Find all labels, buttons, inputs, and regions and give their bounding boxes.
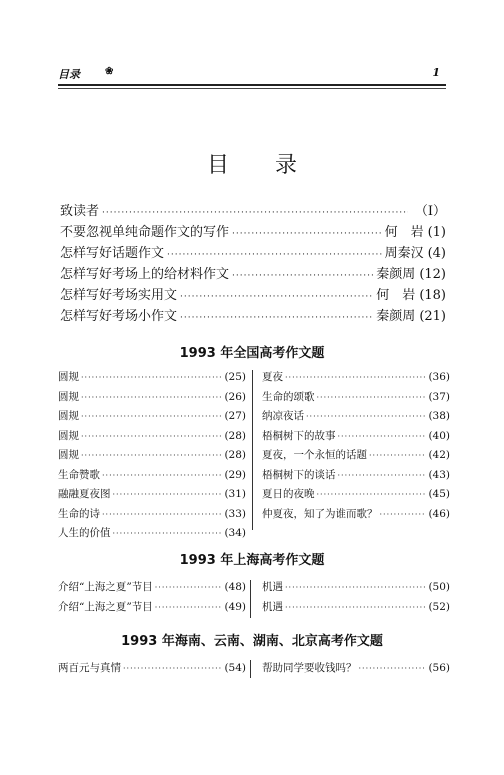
section-national-right-column — [262, 369, 450, 525]
header-rule-thick — [58, 84, 446, 86]
section-shanghai-left-column — [58, 579, 246, 618]
toc-entry-title: 圆规 — [58, 410, 79, 422]
dot-leader — [232, 271, 373, 281]
toc-entry-author: 何 岩 — [384, 225, 424, 240]
dot-leader — [285, 583, 426, 592]
toc-entry-page: (28) — [224, 449, 246, 461]
page-number: 1 — [432, 66, 440, 79]
toc-entry-page: (18) — [419, 288, 446, 303]
toc-entry-author: 何 岩 — [376, 288, 416, 303]
dot-leader — [81, 373, 222, 382]
dot-leader — [232, 229, 382, 239]
toc-entry — [58, 525, 246, 545]
dot-leader — [102, 208, 408, 218]
toc-entry — [262, 660, 450, 680]
column-divider — [250, 660, 251, 678]
column-divider — [252, 370, 253, 530]
dot-leader — [380, 510, 427, 519]
toc-entry-page: (42) — [428, 449, 450, 461]
toc-entry — [262, 408, 450, 428]
header-rule-thin — [58, 88, 446, 89]
dot-leader — [155, 603, 223, 612]
toc-entry-page: (12) — [419, 267, 446, 282]
toc-entry — [58, 408, 246, 428]
toc-entry — [262, 599, 450, 619]
toc-entry-page: (40) — [428, 429, 450, 442]
dot-leader — [102, 510, 222, 519]
section-heading-shanghai: 1993 年上海高考作文题 — [179, 553, 325, 568]
front-matter-list — [60, 200, 446, 326]
column-divider — [250, 580, 251, 618]
toc-entry-page: (38) — [428, 410, 450, 422]
dot-leader — [359, 664, 427, 673]
dot-leader — [155, 583, 223, 592]
toc-entry — [60, 263, 446, 284]
toc-entry-title: 两百元与真情 — [58, 662, 121, 674]
dot-leader — [369, 451, 426, 460]
toc-entry-title: 帮助同学要收钱吗？ — [262, 662, 357, 674]
toc-entry-title: 生命的颂歌 — [262, 390, 315, 403]
toc-entry-page: (49) — [224, 600, 246, 613]
toc-entry-title: 夏夜 — [262, 371, 283, 383]
toc-entry-title: 纳凉夜话 — [262, 410, 304, 422]
toc-entry-title: 机遇 — [262, 581, 283, 593]
toc-entry-page: (56) — [428, 662, 450, 674]
dot-leader — [81, 412, 222, 421]
toc-entry-page: (28) — [224, 429, 246, 442]
toc-entry-page: (54) — [224, 662, 246, 674]
toc-entry — [262, 447, 450, 467]
toc-entry-title: 机遇 — [262, 600, 283, 613]
toc-entry-page: (43) — [428, 468, 450, 481]
toc-entry-author: 秦颜周 — [376, 267, 416, 282]
dot-leader — [102, 471, 222, 480]
toc-entry — [262, 428, 450, 448]
section-shanghai-right-column — [262, 579, 450, 618]
flower-ornament-icon: ❀ — [105, 66, 114, 77]
toc-entry-title: 圆规 — [58, 371, 79, 383]
toc-entry-title: 夏日的夜晚 — [262, 488, 315, 500]
toc-entry-page: (26) — [224, 390, 246, 403]
toc-entry-page: (37) — [428, 390, 450, 403]
dot-leader — [285, 603, 426, 612]
dot-leader — [113, 529, 223, 538]
toc-entry-title: 夏夜，一个永恒的话题 — [262, 449, 367, 461]
toc-entry-page: (36) — [428, 371, 450, 383]
dot-leader — [180, 313, 373, 323]
toc-entry — [60, 305, 446, 326]
section-multi-province-right-column — [262, 660, 450, 680]
dot-leader — [317, 490, 427, 499]
toc-entry — [58, 599, 246, 619]
toc-entry — [58, 486, 246, 506]
dot-leader — [180, 292, 373, 302]
toc-entry-title: 融融夏夜图 — [58, 488, 111, 500]
toc-entry-page: (31) — [224, 488, 246, 500]
dot-leader — [317, 393, 427, 402]
section-national-left-column — [58, 369, 246, 545]
toc-entry-title: 生命赞歌 — [58, 468, 100, 481]
dot-leader — [285, 373, 426, 382]
toc-entry-title: 仲夏夜，知了为谁而歌？ — [262, 507, 378, 520]
toc-entry-page: (33) — [224, 507, 246, 520]
toc-entry — [60, 221, 446, 242]
toc-entry-page: (50) — [428, 581, 450, 593]
dot-leader — [167, 250, 382, 260]
toc-entry-title: 生命的诗 — [58, 507, 100, 520]
toc-entry-page: (27) — [224, 410, 246, 422]
dot-leader — [81, 451, 222, 460]
toc-entry-page: (34) — [224, 527, 246, 539]
toc-entry-title: 圆规 — [58, 429, 79, 442]
toc-entry-page: （Ⅰ） — [414, 204, 446, 219]
toc-entry — [60, 200, 446, 221]
toc-entry-page: (21) — [419, 309, 446, 324]
toc-entry-title: 介绍“上海之夏”节目 — [58, 581, 153, 593]
toc-entry — [58, 579, 246, 599]
toc-entry — [262, 389, 450, 409]
toc-entry-title: 怎样写好考场小作文 — [60, 309, 178, 324]
toc-entry-title: 致读者 — [60, 204, 100, 219]
toc-entry — [58, 428, 246, 448]
running-head — [58, 66, 446, 80]
toc-entry-page: (4) — [427, 246, 446, 261]
toc-entry-page: (52) — [428, 600, 450, 613]
dot-leader — [123, 664, 222, 673]
toc-entry — [58, 467, 246, 487]
toc-entry-title: 怎样写好话题作文 — [60, 246, 165, 261]
toc-entry-page: (45) — [428, 488, 450, 500]
section-multi-province-left-column — [58, 660, 246, 680]
toc-entry — [262, 486, 450, 506]
toc-entry — [58, 447, 246, 467]
dot-leader — [338, 471, 427, 480]
toc-entry-page: (46) — [428, 507, 450, 520]
toc-entry-title: 梧桐树下的故事 — [262, 429, 336, 442]
toc-entry — [262, 467, 450, 487]
section-heading-national: 1993 年全国高考作文题 — [179, 346, 325, 361]
toc-entry-author: 周秦汉 — [384, 246, 424, 261]
page-title: 目录 — [206, 153, 343, 178]
toc-entry — [58, 506, 246, 526]
dot-leader — [113, 490, 223, 499]
toc-entry — [262, 506, 450, 526]
toc-entry — [262, 579, 450, 599]
toc-entry-title: 介绍“上海之夏”节目 — [58, 600, 153, 613]
dot-leader — [306, 412, 426, 421]
dot-leader — [81, 393, 222, 402]
toc-entry-title: 圆规 — [58, 390, 79, 403]
section-heading-multi-province: 1993 年海南、云南、湖南、北京高考作文题 — [121, 634, 383, 649]
toc-entry — [58, 389, 246, 409]
toc-entry — [60, 242, 446, 263]
toc-entry — [60, 284, 446, 305]
toc-entry-author: 秦颜周 — [376, 309, 416, 324]
toc-entry-title: 圆规 — [58, 449, 79, 461]
toc-entry-title: 怎样写好考场实用文 — [60, 288, 178, 303]
toc-entry — [262, 369, 450, 389]
dot-leader — [81, 432, 222, 441]
toc-entry — [58, 660, 246, 680]
toc-entry-page: (48) — [224, 581, 246, 593]
toc-entry-title: 怎样写好考场上的给材料作文 — [60, 267, 230, 282]
dot-leader — [338, 432, 427, 441]
toc-entry-title: 梧桐树下的谈话 — [262, 468, 336, 481]
toc-entry — [58, 369, 246, 389]
toc-entry-title: 人生的价值 — [58, 527, 111, 539]
toc-entry-page: (29) — [224, 468, 246, 481]
toc-entry-page: (25) — [224, 371, 246, 383]
toc-entry-page: (1) — [427, 225, 446, 240]
toc-entry-title: 不要忽视单纯命题作文的写作 — [60, 225, 230, 240]
running-head-title: 目录 — [58, 68, 80, 81]
